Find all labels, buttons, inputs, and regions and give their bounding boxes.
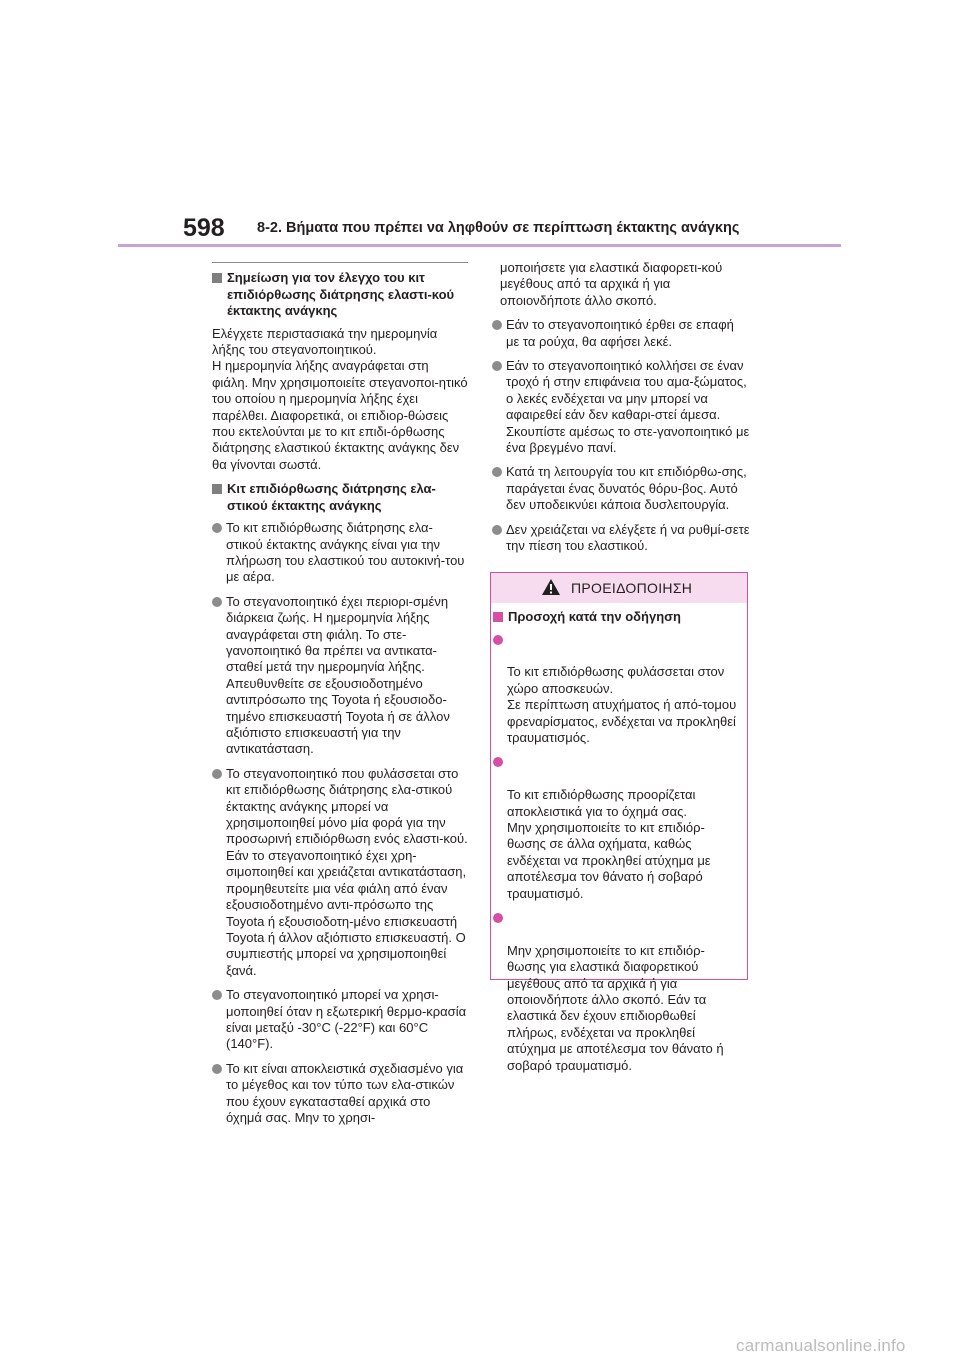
list-item-text: Εάν το στεγανοποιητικό κολλήσει σε έναν τροχό ή στην επιφάνεια του αμα-ξώματος, ο λεκές ενδέχεται να μην μπορεί να αφαιρεθεί εάν δεν καθαρι-στεί άμεσα. Σκουπίστε αμέσως το στε-γανοποιητικό με ένα βρεγμένο πανί. (506, 358, 750, 456)
left-column (210, 262, 468, 1134)
list-item-text: Κατά τη λειτουργία του κιτ επιδιόρθω-σης, παράγεται ένας δυνατός θόρυ-βος. Αυτό δεν υποδεικνύει κάποια δυσλειτουργία. (506, 464, 747, 513)
section-heading-text: Κιτ επιδιόρθωσης διάτρησης ελα-στικού έκτακτης ανάγκης (227, 481, 436, 513)
round-bullet-icon (492, 467, 502, 477)
warning-box (490, 572, 748, 1073)
square-bullet-icon (493, 612, 503, 622)
list-item-text: Εάν το στεγανοποιητικό έρθει σε επαφή με τα ρούχα, θα αφήσει λεκέ. (506, 317, 734, 349)
round-bullet-icon (212, 597, 222, 607)
page-header (0, 0, 960, 250)
round-bullet-icon (492, 361, 502, 371)
warning-item-text: Μην χρησιμοποιείτε το κιτ επιδιόρ-θωσης για ελαστικά διαφορετικού μεγέθους από τα αρχικά ή για οποιονδήποτε άλλο σκοπό. Εάν τα ελαστικά δεν έχουν επιδιορθωθεί πλήρως, ενδέχεται να προκληθεί ατύχημα με αποτέλεσμα τον θάνατο ή σοβαρό τραυματισμό. (507, 942, 724, 1073)
list-item-text: Το στεγανοποιητικό μπορεί να χρησι-μοποιηθεί όταν η εξωτερική θερμο-κρασία είναι μεταξύ -30°C (-22°F) και 60°C (140°F). (226, 987, 467, 1052)
list-item (210, 987, 468, 1053)
continued-text: μοποιήσετε για ελαστικά διαφορετι-κού μεγέθους από τα αρχικά ή για οποιονδήποτε άλλο σκοπό. (500, 260, 723, 308)
round-bullet-icon (493, 757, 503, 767)
warning-heading (491, 609, 741, 626)
warning-item (491, 910, 741, 1074)
list-item (210, 594, 468, 758)
page-number: 598 (183, 214, 225, 242)
list-item-text: Το στεγανοποιητικό που φυλάσσεται στο κιτ επιδιόρθωσης διάτρησης ελα-στικού έκτακτης ανάγκης μπορεί να χρησιμοποιηθεί μόνο μία φορά για την προσωρινή επιδιόρθωση ενός ελαστι-κού. Εάν το στεγανοποιητικό έχει χρη-σιμοποιηθεί και χρειάζεται αντικατάσταση, προμηθευτείτε μια νέα φιάλη από έναν εξουσιοδοτημένο αντι-πρόσωπο της Toyota ή εξουσιοδοτη-μένο επισκευαστή Toyota ή άλλον αξιόπιστο επισκευαστή. Ο συμπιεστής μπορεί να χρησιμοποιηθεί ξανά. (226, 765, 468, 978)
warning-title: ΠΡΟΕΙΔΟΠΟΙΗΣΗ (571, 580, 693, 596)
list-item (490, 522, 750, 555)
list-item-text: Το κιτ επιδιόρθωσης διάτρησης ελα-στικού έκτακτης ανάγκης είναι για την πλήρωση του ελαστικού του αυτοκινή-του με αέρα. (226, 520, 465, 585)
warning-item-text: Το κιτ επιδιόρθωσης προορίζεται αποκλειστικά για το όχημά σας. Μην χρησιμοποιείτε το κιτ επιδιόρ-θωσης σε άλλα οχήματα, καθώς ενδέχεται να προκληθεί ατύχημα με αποτέλεσμα τον θάνατο ή σοβαρό τραυματισμό. (507, 787, 711, 901)
list-item-text: Δεν χρειάζεται να ελέγξετε ή να ρυθμί-σετε την πίεση του ελαστικού. (506, 521, 750, 554)
round-bullet-icon (212, 1064, 222, 1074)
list-item (490, 317, 750, 350)
warning-triangle-icon (541, 578, 561, 596)
square-bullet-icon (212, 484, 222, 494)
chapter-title: 8-2. Βήματα που πρέπει να ληφθούν σε περίπτωση έκτακτης ανάγκης (257, 220, 740, 236)
section-heading-sealant-check (210, 270, 468, 320)
square-bullet-icon (212, 273, 222, 283)
warning-item (491, 632, 741, 747)
warning-body (491, 603, 747, 1074)
round-bullet-icon (493, 913, 503, 923)
watermark: carmanualsonline.info (736, 1336, 906, 1355)
header-divider (118, 244, 841, 247)
list-item (210, 1061, 468, 1127)
warning-heading-text: Προσοχή κατά την οδήγηση (508, 609, 681, 624)
list-item-text: Το στεγανοποιητικό έχει περιορι-σμένη διάρκεια ζωής. Η ημερομηνία λήξης αναγράφεται στη φιάλη. Το στε-γανοποιητικό θα πρέπει να αντικατα-σταθεί μετά την ημερομηνία λήξης. Απευθυνθείτε σε εξουσιοδοτημένο αντιπρόσωπο της Toyota ή εξουσιοδο-τημένο επισκευαστή Toyota ή σε άλλον αξιόπιστο επισκευαστή για την αντικατάσταση. (226, 593, 450, 757)
warning-item-text: Το κιτ επιδιόρθωσης φυλάσσεται στον χώρο αποσκευών. Σε περίπτωση ατυχήματος ή από-τομου φρεναρίσματος, ενδέχεται να προκληθεί τραυματισμός. (507, 664, 737, 745)
round-bullet-icon (492, 320, 502, 330)
section-paragraph: Ελέγχετε περιστασιακά την ημερομηνία λήξης του στεγανοποιητικού. Η ημερομηνία λήξης αναγράφεται στη φιάλη. Μην χρησιμοποιείτε στεγανοποι-ητικό του οποίου η ημερομηνία λήξης έχει παρέλθει. Διαφορετικά, οι επιδιορ-θώσεις που εκτελούνται με το κιτ επιδι-όρθωσης διάτρησης ελαστικού έκτακτης ανάγκης δεν θα γίνονται σωστά. (212, 325, 468, 472)
round-bullet-icon (212, 769, 222, 779)
warning-item (491, 754, 741, 902)
list-item (210, 766, 468, 979)
round-bullet-icon (493, 635, 503, 645)
right-column (490, 260, 750, 563)
list-item (490, 464, 750, 513)
round-bullet-icon (212, 523, 222, 533)
list-item-text: Το κιτ είναι αποκλειστικά σχεδιασμένο για το μέγεθος και τον τύπο των ελα-στικών που έχουν εγκατασταθεί αρχικά στο όχημά σας. Μην το χρησι- (226, 1060, 464, 1125)
section-heading-repair-kit (210, 481, 468, 514)
round-bullet-icon (492, 525, 502, 535)
round-bullet-icon (212, 990, 222, 1000)
warning-header (491, 573, 747, 603)
list-item (490, 358, 750, 456)
list-item (210, 520, 468, 586)
section-divider (212, 262, 468, 263)
section-heading-text: Σημείωση για τον έλεγχο του κιτ επιδιόρθωσης διάτρησης ελαστι-κού έκτακτης ανάγκης (227, 270, 455, 318)
